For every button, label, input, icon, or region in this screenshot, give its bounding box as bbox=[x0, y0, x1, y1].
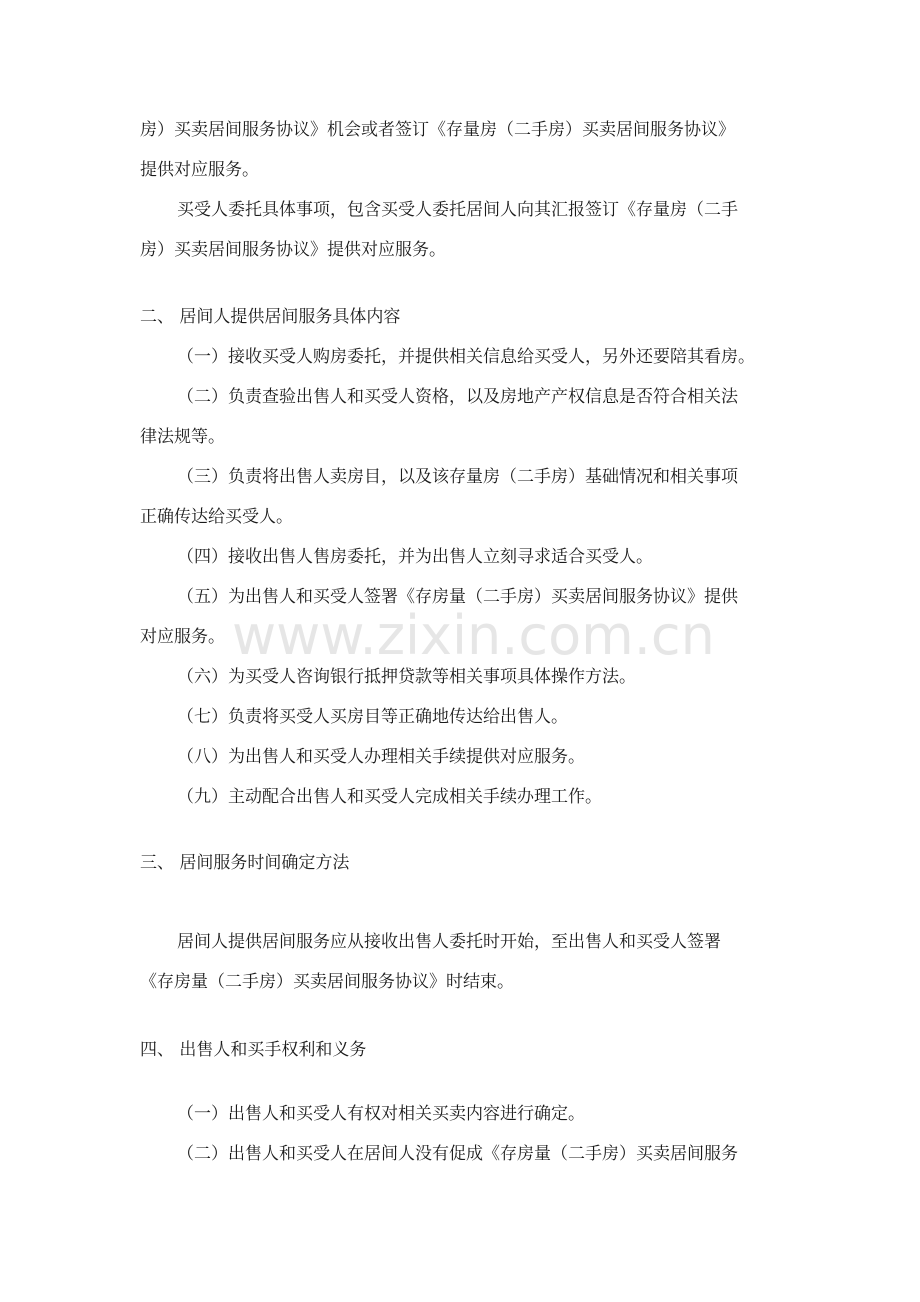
list-item: （一）接收买受人购房委托，并提供相关信息给买受人，另外还要陪其看房。 bbox=[177, 347, 755, 367]
watermark: www.zixin.com.cn bbox=[232, 604, 715, 667]
list-item-continuation: 正确传达给买受人。 bbox=[140, 507, 293, 527]
section-heading: 四、 出售人和买手权利和义务 bbox=[140, 1040, 367, 1060]
list-item: （九）主动配合出售人和买受人完成相关手续办理工作。 bbox=[177, 787, 602, 807]
list-item: （二）出售人和买受人在居间人没有促成《存房量（二手房）买卖居间服务 bbox=[177, 1144, 738, 1164]
paragraph-line: 提供对应服务。 bbox=[140, 160, 259, 180]
list-item: （八）为出售人和买受人办理相关手续提供对应服务。 bbox=[177, 747, 585, 767]
list-item: （五）为出售人和买受人签署《存房量（二手房）买卖居间服务协议》提供 bbox=[177, 587, 738, 607]
list-item: （七）负责将买受人买房目等正确地传达给出售人。 bbox=[177, 707, 568, 727]
section-heading: 二、 居间人提供居间服务具体内容 bbox=[140, 307, 401, 327]
section-heading: 三、 居间服务时间确定方法 bbox=[140, 853, 350, 873]
paragraph-line: 买受人委托具体事项，包含买受人委托居间人向其汇报签订《存量房（二手 bbox=[177, 200, 738, 220]
list-item: （二）负责查验出售人和买受人资格，以及房地产产权信息是否符合相关法 bbox=[177, 387, 738, 407]
list-item-continuation: 对应服务。 bbox=[140, 627, 225, 647]
paragraph-line: 房）买卖居间服务协议》提供对应服务。 bbox=[140, 240, 446, 260]
list-item: （六）为买受人咨询银行抵押贷款等相关事项具体操作方法。 bbox=[177, 667, 636, 687]
paragraph-line: 《存房量（二手房）买卖居间服务协议》时结束。 bbox=[140, 972, 514, 992]
list-item: （三）负责将出售人卖房目，以及该存量房（二手房）基础情况和相关事项 bbox=[177, 467, 738, 487]
list-item: （一）出售人和买受人有权对相关买卖内容进行确定。 bbox=[177, 1104, 585, 1124]
list-item-continuation: 律法规等。 bbox=[140, 427, 225, 447]
paragraph-line: 房）买卖居间服务协议》机会或者签订《存量房（二手房）买卖居间服务协议》 bbox=[140, 120, 735, 140]
list-item: （四）接收出售人售房委托，并为出售人立刻寻求适合买受人。 bbox=[177, 547, 653, 567]
paragraph-line: 居间人提供居间服务应从接收出售人委托时开始，至出售人和买受人签署 bbox=[177, 932, 721, 952]
